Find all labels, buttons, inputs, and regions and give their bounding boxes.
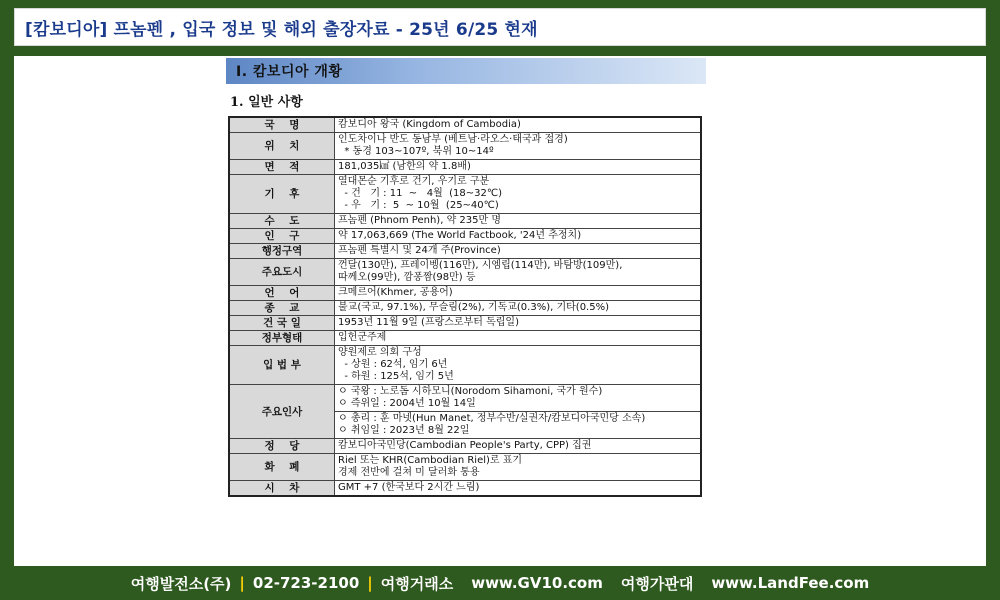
- footer-separator: |: [239, 574, 245, 592]
- row-value: [335, 160, 702, 175]
- row-value-line: 프놈펜 특별시 및 24개 주(Province): [338, 245, 501, 256]
- table-row: [229, 454, 701, 481]
- row-label: 위 치: [229, 133, 335, 160]
- table-row: [229, 244, 701, 259]
- row-label: 수 도: [229, 214, 335, 229]
- section-header-text: Ⅰ. 캄보디아 개황: [236, 64, 343, 80]
- table-row: [229, 117, 701, 133]
- table-row: [229, 133, 701, 160]
- page-title-bar: [14, 8, 986, 46]
- row-label: 정부형태: [229, 331, 335, 346]
- row-label: 종 교: [229, 301, 335, 316]
- row-value-line: 프놈펜 (Phnom Penh), 약 235만 명: [338, 215, 501, 226]
- row-value-line: 양원제로 의회 구성: [338, 347, 422, 358]
- row-value-line: 캄보디아국민당(Cambodian People's Party, CPP) 집권: [338, 440, 592, 451]
- row-value-line: 인도차이나 반도 동남부 (베트남·라오스·태국과 접경): [338, 134, 568, 145]
- row-value: [335, 454, 702, 481]
- row-value: [335, 385, 702, 412]
- row-label: 주요도시: [229, 259, 335, 286]
- row-value: [335, 316, 702, 331]
- footer-separator: |: [367, 574, 373, 592]
- table-row: [229, 259, 701, 286]
- document-image: [14, 56, 986, 566]
- row-value-line: * 동경 103~107º, 북위 10~14º: [338, 146, 494, 157]
- row-value: [335, 346, 702, 385]
- row-value-line: 캄보디아 왕국 (Kingdom of Cambodia): [338, 119, 521, 130]
- row-value-line: - 상원 : 62석, 임기 6년: [338, 359, 448, 370]
- info-table: [228, 116, 702, 497]
- table-row: [229, 229, 701, 244]
- section-header: [226, 58, 706, 84]
- row-label: 주요인사: [229, 385, 335, 439]
- table-row: [229, 214, 701, 229]
- row-label: 국 명: [229, 117, 335, 133]
- footer: [0, 568, 1000, 598]
- row-value-line: - 하원 : 125석, 임기 5년: [338, 371, 454, 382]
- footer-label-2: 여행가판대: [620, 574, 694, 593]
- row-value: [335, 229, 702, 244]
- table-row: [229, 160, 701, 175]
- page-title: [캄보디아] 프놈펜 , 입국 정보 및 해외 출장자료 - 25년 6/25 현재: [25, 19, 538, 40]
- row-label: 시 차: [229, 481, 335, 497]
- table-row: [229, 439, 701, 454]
- footer-site-1[interactable]: www.GV10.com: [471, 574, 603, 592]
- row-label: 입 법 부: [229, 346, 335, 385]
- row-label: 기 후: [229, 175, 335, 214]
- row-label: 인 구: [229, 229, 335, 244]
- row-value-line: 불교(국교, 97.1%), 무슬림(2%), 기독교(0.3%), 기타(0.5%): [338, 302, 610, 313]
- row-value: [335, 244, 702, 259]
- row-value-line: 크메르어(Khmer, 공용어): [338, 287, 453, 298]
- table-row: [229, 316, 701, 331]
- row-value-line: - 우 기 : 5 ~ 10월 (25~40℃): [338, 200, 499, 211]
- row-value-line: ㅇ 즉위일 : 2004년 10월 14일: [338, 398, 476, 409]
- table-row: [229, 346, 701, 385]
- table-row: [229, 175, 701, 214]
- row-value-line: 약 17,063,669 (The World Factbook, '24년 추정치): [338, 230, 582, 241]
- row-value: [335, 301, 702, 316]
- row-value: [335, 286, 702, 301]
- footer-label-1: 여행거래소: [380, 574, 454, 593]
- row-value: [335, 439, 702, 454]
- row-value-line: Riel 또는 KHR(Cambodian Riel)로 표기: [338, 455, 523, 466]
- row-value-line: 경제 전반에 걸쳐 미 달러화 통용: [338, 467, 480, 478]
- row-value-line: - 건 기 : 11 ~ 4월 (18~32℃): [338, 188, 502, 199]
- table-row: [229, 286, 701, 301]
- footer-company: 여행발전소(주): [130, 574, 232, 593]
- row-value-line: GMT +7 (한국보다 2시간 느림): [338, 482, 480, 493]
- row-value: [335, 412, 702, 439]
- row-value: [335, 259, 702, 286]
- subsection-title: 1. 일반 사항: [230, 95, 303, 110]
- row-value-line: 열대몬순 기후로 건기, 우기로 구분: [338, 176, 490, 187]
- row-value-line: 껀달(130만), 프레이벵(116만), 시엠립(114만), 바탐방(109만),: [338, 260, 623, 271]
- table-row: [229, 301, 701, 316]
- row-value: [335, 481, 702, 497]
- row-value-line: ㅇ 취임일 : 2023년 8월 22일: [338, 425, 470, 436]
- table-row: [229, 385, 701, 412]
- row-label: 건 국 일: [229, 316, 335, 331]
- table-row: [229, 331, 701, 346]
- row-value-line: ㅇ 국왕 : 노로돔 시하모니(Norodom Sihamoni, 국가 원수): [338, 386, 603, 397]
- row-label: 언 어: [229, 286, 335, 301]
- footer-phone: 02-723-2100: [252, 574, 360, 592]
- row-value: [335, 175, 702, 214]
- row-label: 정 당: [229, 439, 335, 454]
- row-value: [335, 214, 702, 229]
- row-value-line: 1953년 11월 9일 (프랑스로부터 독립일): [338, 317, 519, 328]
- row-value-line: ㅇ 총리 : 훈 마넷(Hun Manet, 정부수반/실권자/캄보디아국민당 소속): [338, 413, 646, 424]
- table-row: [229, 481, 701, 497]
- row-value: [335, 133, 702, 160]
- row-value-line: 입헌군주제: [338, 332, 387, 343]
- row-value: [335, 117, 702, 133]
- row-label: 행정구역: [229, 244, 335, 259]
- footer-site-2[interactable]: www.LandFee.com: [711, 574, 870, 592]
- row-value-line: 따께오(99만), 깜퐁짬(98만) 등: [338, 272, 476, 283]
- row-value: [335, 331, 702, 346]
- row-label: 화 폐: [229, 454, 335, 481]
- row-label: 면 적: [229, 160, 335, 175]
- row-value-line: 181,035㎢ (남한의 약 1.8배): [338, 161, 471, 172]
